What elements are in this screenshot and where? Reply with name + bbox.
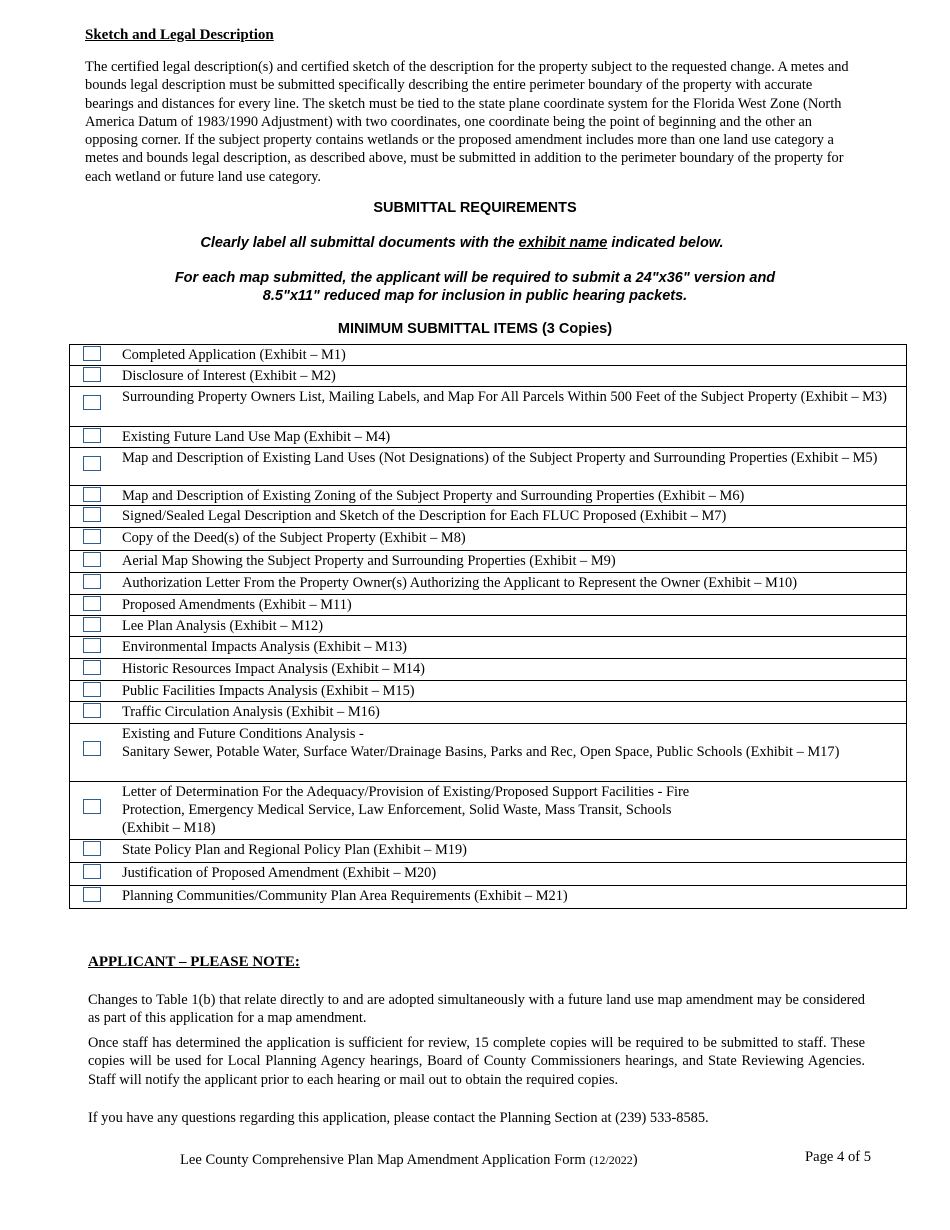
checkbox-cell	[70, 702, 115, 724]
submittal-item-row	[70, 506, 907, 528]
submittal-items-table	[69, 344, 907, 909]
item-checkbox[interactable]	[83, 487, 101, 502]
footer-form-date: (12/2022	[589, 1153, 633, 1167]
footer-form-title: Lee County Comprehensive Plan Map Amendment Application Form	[180, 1152, 590, 1168]
submittal-item-row	[70, 637, 907, 659]
checkbox-cell	[70, 506, 115, 528]
submittal-item-label: Existing Future Land Use Map (Exhibit – M4)	[114, 427, 907, 448]
submittal-item-label: Copy of the Deed(s) of the Subject Property (Exhibit – M8)	[114, 528, 907, 551]
checkbox-cell	[70, 595, 115, 616]
submittal-item-row	[70, 702, 907, 724]
submittal-requirements-heading: SUBMITTAL REQUIREMENTS	[373, 200, 577, 216]
submittal-item-label: Proposed Amendments (Exhibit – M11)	[114, 595, 907, 616]
sketch-description-paragraph: The certified legal description(s) and certified sketch of the description for the property subject to the requested change. A metes and bounds legal description must be submitted specifically describing the entire perimeter boundary of the property with accurate bearings and distances for every line. The sketch must be tied to the state plane coordinate system for the Florida West Zone (North America Datum of 1983/1990 Adjustment) with two coordinates, one coordinate being the point of beginning and the other an opposing corner. If the subject property contains wetlands or the proposed amendment includes more than one land use category a metes and bounds legal description, as described above, must be submitted in addition to the perimeter boundary of the property for each wetland or future land use category.	[85, 59, 849, 185]
checkbox-cell	[70, 427, 115, 448]
submittal-item-row	[70, 366, 907, 387]
submittal-item-row	[70, 387, 907, 427]
submittal-item-row	[70, 886, 907, 909]
checkbox-cell	[70, 659, 115, 681]
item-checkbox[interactable]	[83, 703, 101, 718]
submittal-item-row	[70, 595, 907, 616]
item-checkbox[interactable]	[83, 367, 101, 382]
submittal-item-label: Authorization Letter From the Property Owner(s) Authorizing the Applicant to Represent the Owner (Exhibit – M10)	[114, 573, 907, 595]
submittal-item-row	[70, 486, 907, 506]
item-checkbox[interactable]	[83, 574, 101, 589]
submittal-item-label: Completed Application (Exhibit – M1)	[114, 345, 907, 366]
submittal-item-label: Traffic Circulation Analysis (Exhibit – M16)	[114, 702, 907, 724]
submittal-item-row	[70, 724, 907, 782]
item-checkbox[interactable]	[83, 660, 101, 675]
submittal-item-row	[70, 427, 907, 448]
applicant-note-table-changes: Changes to Table 1(b) that relate directly to and are adopted simultaneously with a future land use map amendment may be considered as part of this application for a map amendment.	[88, 992, 865, 1027]
submittal-item-label: Map and Description of Existing Land Uses (Not Designations) of the Subject Property and Surrounding Properties (Exhibit – M5)	[114, 448, 907, 486]
item-checkbox[interactable]	[83, 552, 101, 567]
exhibit-name-emphasis: exhibit name	[518, 235, 608, 251]
submittal-item-label: Letter of Determination For the Adequacy/Provision of Existing/Proposed Support Facilities - Fire Protection, Emergency Medical Service, Law Enforcement, Solid Waste, Mass Transit, Schools (Exhibit – M18)	[114, 782, 907, 840]
checkbox-cell	[70, 551, 115, 573]
submittal-item-row	[70, 616, 907, 637]
footer-page-number: Page 4 of 5	[805, 1149, 872, 1165]
checkbox-cell	[70, 863, 115, 886]
sketch-heading: Sketch and Legal Description	[85, 27, 274, 43]
submittal-item-row	[70, 782, 907, 840]
submittal-item-row	[70, 659, 907, 681]
item-checkbox[interactable]	[83, 395, 101, 410]
submittal-item-label: Public Facilities Impacts Analysis (Exhibit – M15)	[114, 681, 907, 702]
checkbox-cell	[70, 637, 115, 659]
checkbox-cell	[70, 724, 115, 782]
submittal-item-label: Aerial Map Showing the Subject Property and Surrounding Properties (Exhibit – M9)	[114, 551, 907, 573]
submittal-item-row	[70, 448, 907, 486]
applicant-note-copies: Once staff has determined the application is sufficient for review, 15 complete copies will be required to be submitted to staff. These copies will be used for Local Planning Agency hearings, Board of County Commissioners hearings, and State Reviewing Agencies. Staff will notify the applicant prior to each hearing or mail out to obtain the required copies.	[88, 1035, 865, 1088]
item-checkbox[interactable]	[83, 596, 101, 611]
checkbox-cell	[70, 616, 115, 637]
item-checkbox[interactable]	[83, 864, 101, 879]
item-checkbox[interactable]	[83, 638, 101, 653]
submittal-item-label: Existing and Future Conditions Analysis - Sanitary Sewer, Potable Water, Surface Water/Drainage Basins, Parks and Rec, Open Space, Public Schools (Exhibit – M17)	[114, 724, 907, 782]
submittal-item-row	[70, 573, 907, 595]
submittal-item-label: Planning Communities/Community Plan Area Requirements (Exhibit – M21)	[114, 886, 907, 909]
submittal-item-row	[70, 681, 907, 702]
submittal-items-body	[70, 345, 907, 909]
submittal-item-label: Lee Plan Analysis (Exhibit – M12)	[114, 616, 907, 637]
footer-form-close: )	[632, 1152, 638, 1168]
item-checkbox[interactable]	[83, 507, 101, 522]
item-checkbox[interactable]	[83, 456, 101, 471]
item-checkbox[interactable]	[83, 799, 101, 814]
map-size-line-2: 8.5"x11" reduced map for inclusion in public hearing packets.	[262, 288, 688, 304]
checkbox-cell	[70, 573, 115, 595]
checkbox-cell	[70, 486, 115, 506]
checkbox-cell	[70, 840, 115, 863]
submittal-item-row	[70, 840, 907, 863]
submittal-item-label: State Policy Plan and Regional Policy Plan (Exhibit – M19)	[114, 840, 907, 863]
map-size-instruction	[0, 269, 950, 305]
checkbox-cell	[70, 387, 115, 427]
submittal-item-row	[70, 551, 907, 573]
checkbox-cell	[70, 366, 115, 387]
submittal-item-label: Disclosure of Interest (Exhibit – M2)	[114, 366, 907, 387]
item-checkbox[interactable]	[83, 428, 101, 443]
submittal-item-row	[70, 528, 907, 551]
submittal-item-label: Surrounding Property Owners List, Mailing Labels, and Map For All Parcels Within 500 Feet of the Subject Property (Exhibit – M3)	[114, 387, 907, 427]
submittal-item-label: Historic Resources Impact Analysis (Exhibit – M14)	[114, 659, 907, 681]
item-checkbox[interactable]	[83, 887, 101, 902]
applicant-note-contact: If you have any questions regarding this application, please contact the Planning Section at (239) 533-8585.	[88, 1110, 709, 1126]
item-checkbox[interactable]	[83, 741, 101, 756]
footer-form-name	[180, 1152, 638, 1169]
submittal-item-label: Signed/Sealed Legal Description and Sketch of the Description for Each FLUC Proposed (Exhibit – M7)	[114, 506, 907, 528]
submittal-item-label: Environmental Impacts Analysis (Exhibit – M13)	[114, 637, 907, 659]
checkbox-cell	[70, 345, 115, 366]
checkbox-cell	[70, 782, 115, 840]
label-instruction-pre: Clearly label all submittal documents with the	[200, 235, 519, 251]
item-checkbox[interactable]	[83, 841, 101, 856]
checkbox-cell	[70, 886, 115, 909]
label-instruction-post: indicated below.	[607, 235, 724, 251]
item-checkbox[interactable]	[83, 346, 101, 361]
applicant-note-heading: APPLICANT – PLEASE NOTE:	[88, 954, 300, 970]
submittal-item-row	[70, 345, 907, 366]
checkbox-cell	[70, 681, 115, 702]
item-checkbox[interactable]	[83, 682, 101, 697]
item-checkbox[interactable]	[83, 529, 101, 544]
item-checkbox[interactable]	[83, 617, 101, 632]
checkbox-cell	[70, 448, 115, 486]
label-instruction	[0, 235, 924, 251]
minimum-items-heading: MINIMUM SUBMITTAL ITEMS (3 Copies)	[337, 321, 613, 337]
checkbox-cell	[70, 528, 115, 551]
submittal-item-label: Map and Description of Existing Zoning of the Subject Property and Surrounding Properties (Exhibit – M6)	[114, 486, 907, 506]
submittal-item-label: Justification of Proposed Amendment (Exhibit – M20)	[114, 863, 907, 886]
map-size-line-1: For each map submitted, the applicant will be required to submit a 24"x36" version and	[174, 270, 776, 286]
submittal-item-row	[70, 863, 907, 886]
